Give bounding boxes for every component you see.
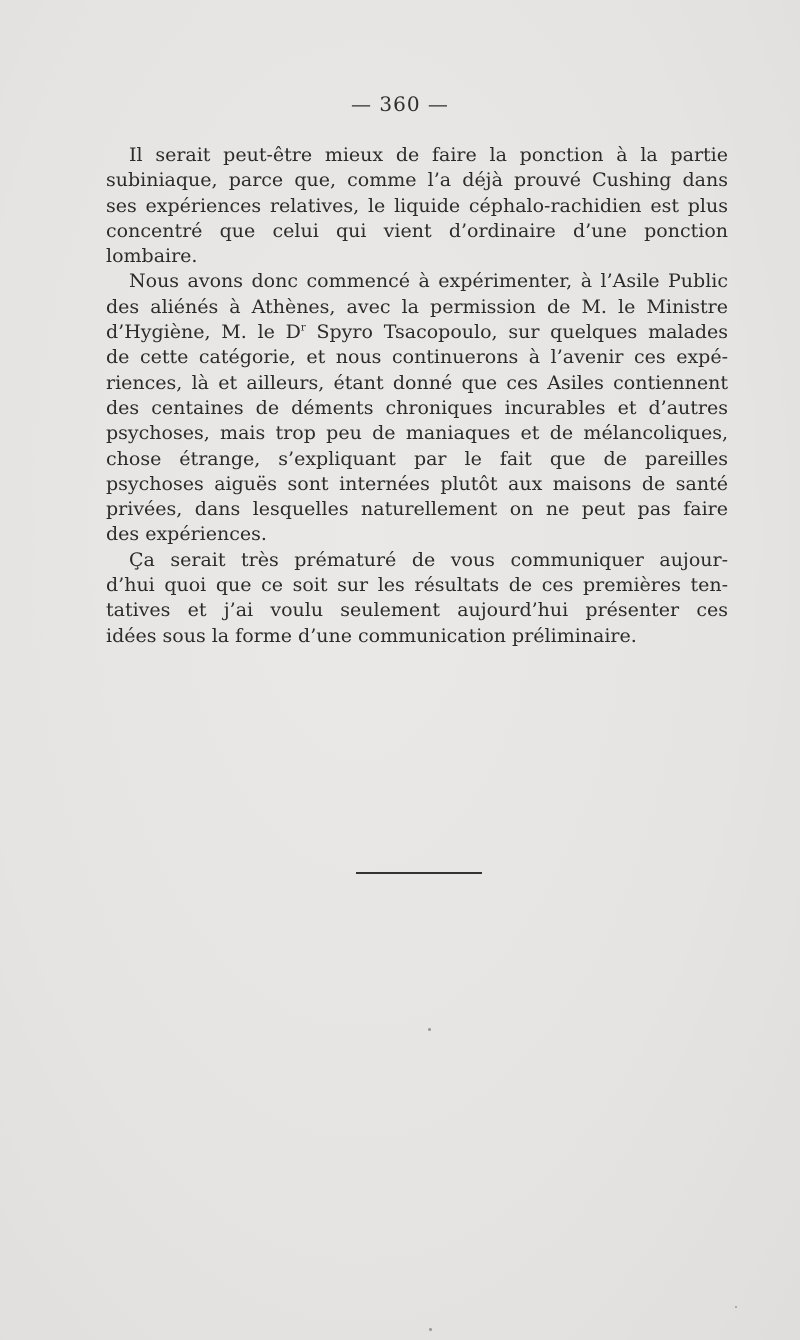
doctor-name-rest: Spyro Tsacopoulo, sur quelques malades: [305, 321, 728, 344]
paragraph-2-line-9: psychoses aiguës sont internées plutôt aux maisons de santé: [106, 472, 728, 495]
paragraph-2-line-4: de cette catégorie, et nous continuerons à l’avenir ces expé-: [106, 346, 728, 369]
paragraph-2-line-6: des centaines de déments chroniques incurables et d’autres: [106, 396, 728, 419]
paragraph-1-line-3: ses expériences relatives, le liquide céphalo-rachidien est plus: [106, 194, 728, 217]
paragraph-3-line-3: tatives et j’ai voulu seulement aujourd’hui présenter ces: [106, 599, 728, 622]
doctor-abbrev: d’Hygiène, M. le D: [106, 321, 301, 344]
paragraph-3-line-2: d’hui quoi que ce soit sur les résultats de ces premières ten-: [106, 574, 728, 597]
section-end-rule: [356, 872, 482, 874]
paper-speck: [429, 1328, 432, 1331]
doctor-superscript: r: [300, 322, 306, 334]
paragraph-2-line-5: riences, là et ailleurs, étant donné que ces Asiles contiennent: [106, 371, 728, 394]
page-number: — 360 —: [351, 92, 449, 116]
paragraph-3-line-4: idées sous la forme d’une communication préliminaire.: [106, 624, 637, 647]
paragraph-2-line-1: Nous avons donc commencé à expérimenter, à l’Asile Public: [129, 270, 728, 293]
paragraph-2-line-8: chose étrange, s’expliquant par le fait que de pareilles: [106, 447, 728, 470]
paragraph-2-line-10: privées, dans lesquelles naturellement on ne peut pas faire: [106, 498, 728, 521]
paragraph-3-line-1: Ça serait très prématuré de vous communiquer aujour-: [129, 548, 728, 571]
body-text: [106, 143, 728, 649]
paragraph-2-line-2: des aliénés à Athènes, avec la permission de M. le Ministre: [106, 295, 728, 318]
paper-speck: [428, 1028, 431, 1031]
paper-speck: [735, 1306, 737, 1308]
paragraph-2-line-11: des expériences.: [106, 523, 267, 546]
paragraph-2-line-3: [106, 320, 728, 345]
paragraph-1-line-5: lombaire.: [106, 245, 198, 268]
paragraph-2-line-7: psychoses, mais trop peu de maniaques et de mélancoliques,: [106, 422, 728, 445]
paragraph-1-line-1: Il serait peut-être mieux de faire la ponction à la partie: [129, 144, 728, 166]
paragraph-1-line-2: subiniaque, parce que, comme l’a déjà prouvé Cushing dans: [106, 169, 728, 192]
paragraph-1-line-4: concentré que celui qui vient d’ordinaire d’une ponction: [106, 219, 728, 242]
